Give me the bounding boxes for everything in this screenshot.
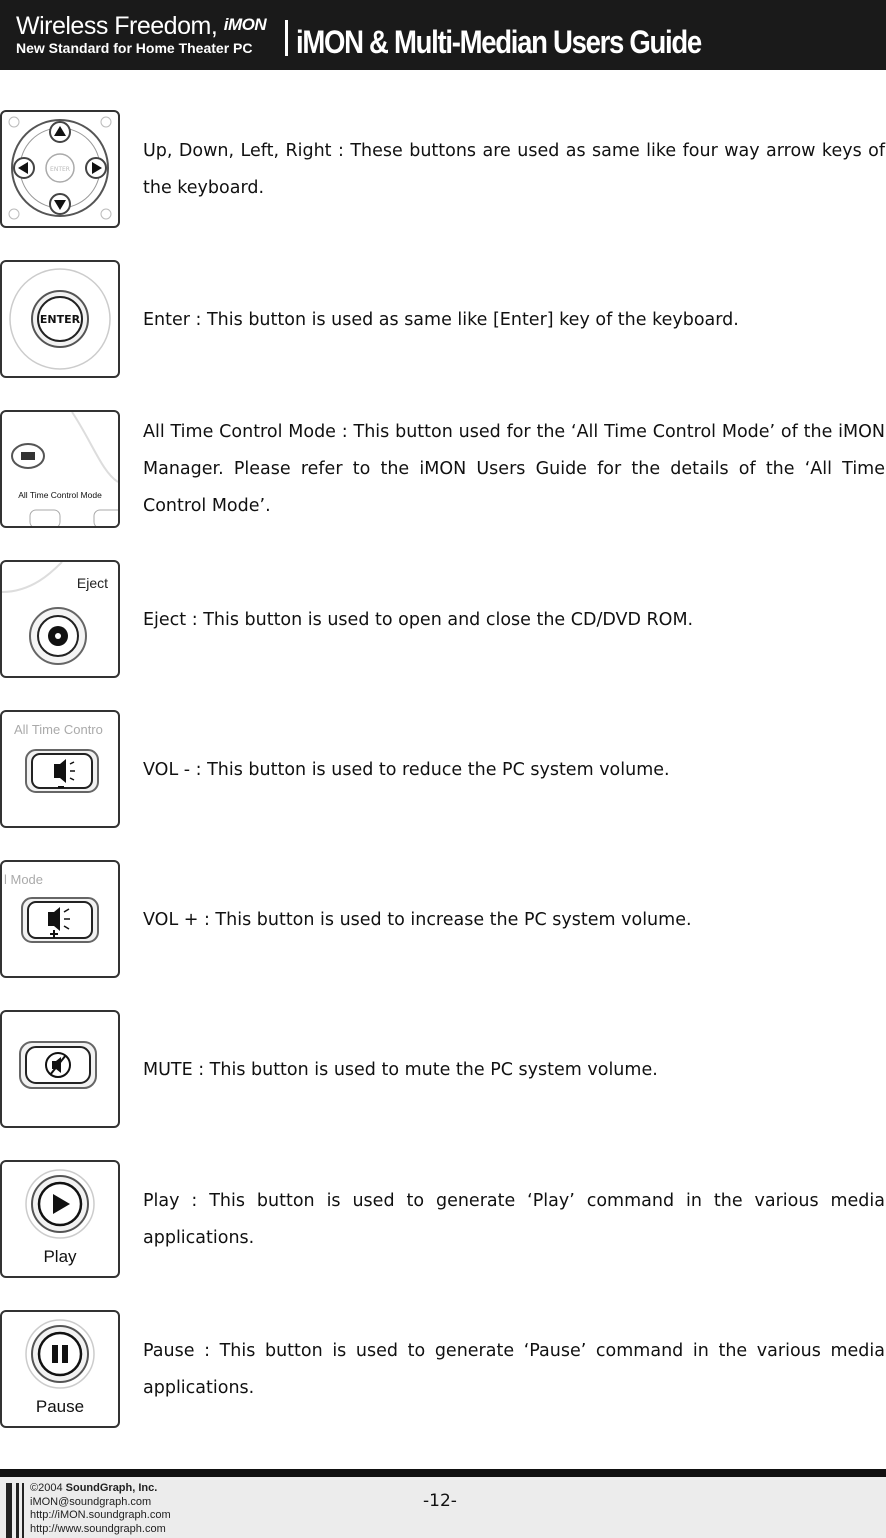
brand-title [16, 12, 266, 39]
footer-contact [30, 1482, 171, 1536]
arrow-keys-description: Up, Down, Left, Right : These buttons are used as same like four way arrow keys of the keyboard. [143, 141, 885, 198]
eject-thumbnail [0, 560, 120, 678]
vol-down-corner-label: All Time Contro [14, 722, 103, 737]
header-divider [285, 20, 288, 56]
company-name: SoundGraph, Inc. [65, 1482, 158, 1494]
header-banner [0, 0, 886, 70]
vol-up-corner-label: l Mode [4, 872, 44, 887]
imon-logo: iMON [223, 15, 267, 34]
enter-description: Enter : This button is used as same like [Enter] key of the keyboard. [143, 310, 739, 330]
footer-rule [0, 1469, 886, 1477]
play-description: Play : This button is used to generate ‘Play’ command in the various media applications. [143, 1191, 885, 1248]
vol-up-thumbnail [0, 860, 120, 978]
vol-up-description: VOL + : This button is used to increase the PC system volume. [143, 910, 692, 930]
eject-description: Eject : This button is used to open and close the CD/DVD ROM. [143, 610, 694, 630]
footer-url-imon[interactable]: http://iMON.soundgraph.com [30, 1509, 171, 1521]
copyright-year: ©2004 [30, 1482, 63, 1494]
brand-block [16, 12, 266, 57]
eject-label: Eject [76, 575, 108, 591]
play-thumbnail [0, 1160, 120, 1278]
all-time-control-label: All Time Control Mode [18, 490, 102, 500]
pause-thumbnail [0, 1310, 120, 1428]
pause-icon [52, 1345, 58, 1363]
enter-center-label: ENTER [50, 166, 70, 173]
footer-url-soundgraph[interactable]: http://www.soundgraph.com [30, 1522, 166, 1535]
enter-thumbnail [0, 260, 120, 378]
pause-description: Pause : This button is used to generate ‘Pause’ command in the various media applications. [143, 1341, 885, 1398]
guide-title: iMON & Multi-Median Users Guide [296, 24, 701, 60]
enter-button-label: ENTER [39, 313, 81, 326]
pause-label: Pause [35, 1397, 85, 1416]
vol-down-thumbnail [0, 710, 120, 828]
mute-description: MUTE : This button is used to mute the PC system volume. [143, 1060, 658, 1080]
brand-subtitle: New Standard for Home Theater PC [16, 40, 253, 56]
footer-email[interactable]: iMON@soundgraph.com [30, 1495, 152, 1508]
all-time-control-description: All Time Control Mode : This button used for the ‘All Time Control Mode’ of the iMON Manager. Please refer to the iMON Users Guide for the details of the ‘All Time Control Mode’. [143, 422, 885, 516]
play-label: Play [43, 1247, 77, 1266]
arrow-keys-thumbnail [0, 110, 120, 228]
mute-thumbnail [0, 1010, 120, 1128]
brand-title-text: Wireless Freedom, [16, 12, 218, 40]
vol-down-description: VOL - : This button is used to reduce the PC system volume. [143, 760, 670, 780]
keyboard-icon [21, 452, 35, 460]
page-number: -12- [423, 1491, 457, 1511]
all-time-control-thumbnail [0, 410, 120, 528]
